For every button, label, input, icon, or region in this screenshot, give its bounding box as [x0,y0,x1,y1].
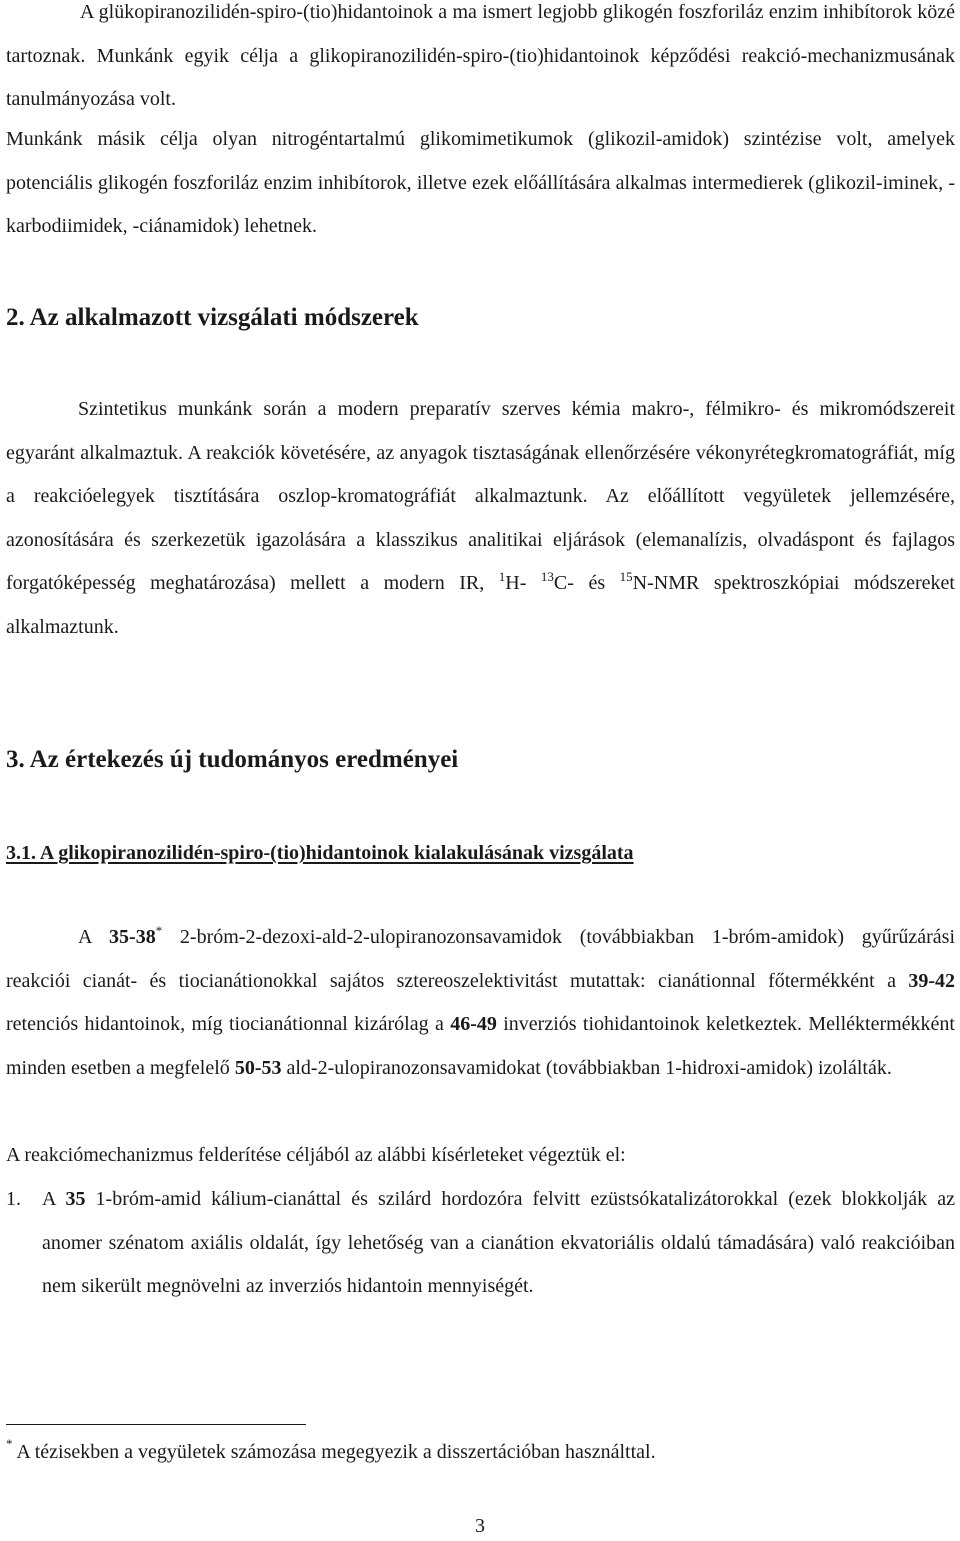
list-item-number: 1. [6,1188,21,1210]
compound-ref-35-38: 35-38 [109,926,156,948]
footnote-mark: * [6,1436,13,1451]
section-3-1-heading: 3.1. A glikopiranozilidén-spiro-(tio)hidantoinok kialakulásának vizsgálata [6,842,634,864]
footnote-text: A tézisekben a vegyületek számozása megegyezik a disszertációban használttal. [12,1441,656,1463]
list-item [6,1178,955,1309]
results-text-end: ald-2-ulopiranozonsavamidokat (továbbiakban 1-hidroxi-amidok) izolálták. [281,1056,892,1079]
compound-ref-46-49: 46-49 [450,1013,497,1035]
experiments-intro: A reakciómechanizmus felderítése céljából az alábbi kísérleteket végeztük el: [6,1144,626,1166]
compound-ref-39-42: 39-42 [908,969,955,992]
intro-paragraph-2 [6,118,955,249]
methods-text: Szintetikus munkánk során a modern preparatív szerves kémia makro-, félmikro- és mikromódszereit egyaránt alkalmaztuk. A reakciók követésére, az anyagok tisztaságának ellenőrzésére vékonyrétegkromatográfiát, míg a reakcióelegyek tisztítására oszlop-kromatográfiát alkalmaztunk. Az előállított vegyületek jellemzésére, azonosítására és szerkezetük igazolására a klasszikus analitikai eljárások (elemanalízis, olvadáspont és fajlagos forgatóképesség meghatározása) mellett a modern IR, [6,398,955,594]
methods-paragraph [6,388,955,649]
superscript-13: 13 [540,569,554,584]
methods-c: C- és [553,572,620,594]
page-number: 3 [475,1515,485,1537]
intro-text-1: A glükopiranozilidén-spiro-(tio)hidantoinok a ma ismert legjobb glikogén foszforiláz enzim inhibítorok közé tartoznak. Munkánk egyik célja a glikopiranozilidén-spiro-(tio)hidantoinok képződési reakció-mechanizmusának tanulmányozása volt. [6,1,955,110]
results-text-start: A [78,926,110,948]
results-text-3: inverziós tiohidantoinok keletkeztek. Melléktermékként minden esetben a megfelelő [6,1013,955,1079]
compound-ref-35: 35 [65,1188,86,1210]
list-item-text-a: A [42,1188,66,1210]
methods-h: H- [505,572,541,594]
section-2-heading: 2. Az alkalmazott vizsgálati módszerek [6,304,419,331]
superscript-1: 1 [498,569,506,584]
results-paragraph [6,916,955,1090]
footnote-divider [6,1424,306,1425]
results-text-1: 2-bróm-2-dezoxi-ald-2-ulopiranozonsavamidok (továbbiakban 1-bróm-amidok) gyűrűzárási reakciói cianát- és tiocianátionokkal sajátos sztereoszelektivitást mutattak: cianátionnal főtermékként a [6,926,956,992]
compound-ref-50-53: 50-53 [234,1056,282,1079]
superscript-15: 15 [619,569,633,584]
list-item-text-b: 1-bróm-amid kálium-cianáttal és szilárd hordozóra felvitt ezüstsókatalizátorokkal (ezek blokkolják az anomer szénatom axiális oldalát, így lehetőség van a cianátion ekvatoriális oldalú támadására) való reakcióiban nem sikerült megnövelni az inverziós hidantoin mennyiségét. [42,1188,956,1297]
list-item-body [42,1178,955,1309]
footnote-marker: * [155,923,163,938]
footnote [6,1436,656,1468]
intro-text-2: Munkánk másik célja olyan nitrogéntartalmú glikomimetikumok (glikozil-amidok) szintézise volt, amelyek potenciális glikogén foszforiláz enzim inhibítorok, illetve ezek előállítására alkalmas intermedierek (glikozil-iminek, -karbodiimidek, -ciánamidok) lehetnek. [6,128,955,237]
methods-n: N-NMR spektroszkópiai módszereket alkalmaztunk. [6,572,955,638]
results-text-2: retenciós hidantoinok, míg tiocianátionnal kizárólag a [6,1013,451,1035]
intro-paragraph [6,0,955,122]
section-3-heading: 3. Az értekezés új tudományos eredményei [6,746,459,773]
